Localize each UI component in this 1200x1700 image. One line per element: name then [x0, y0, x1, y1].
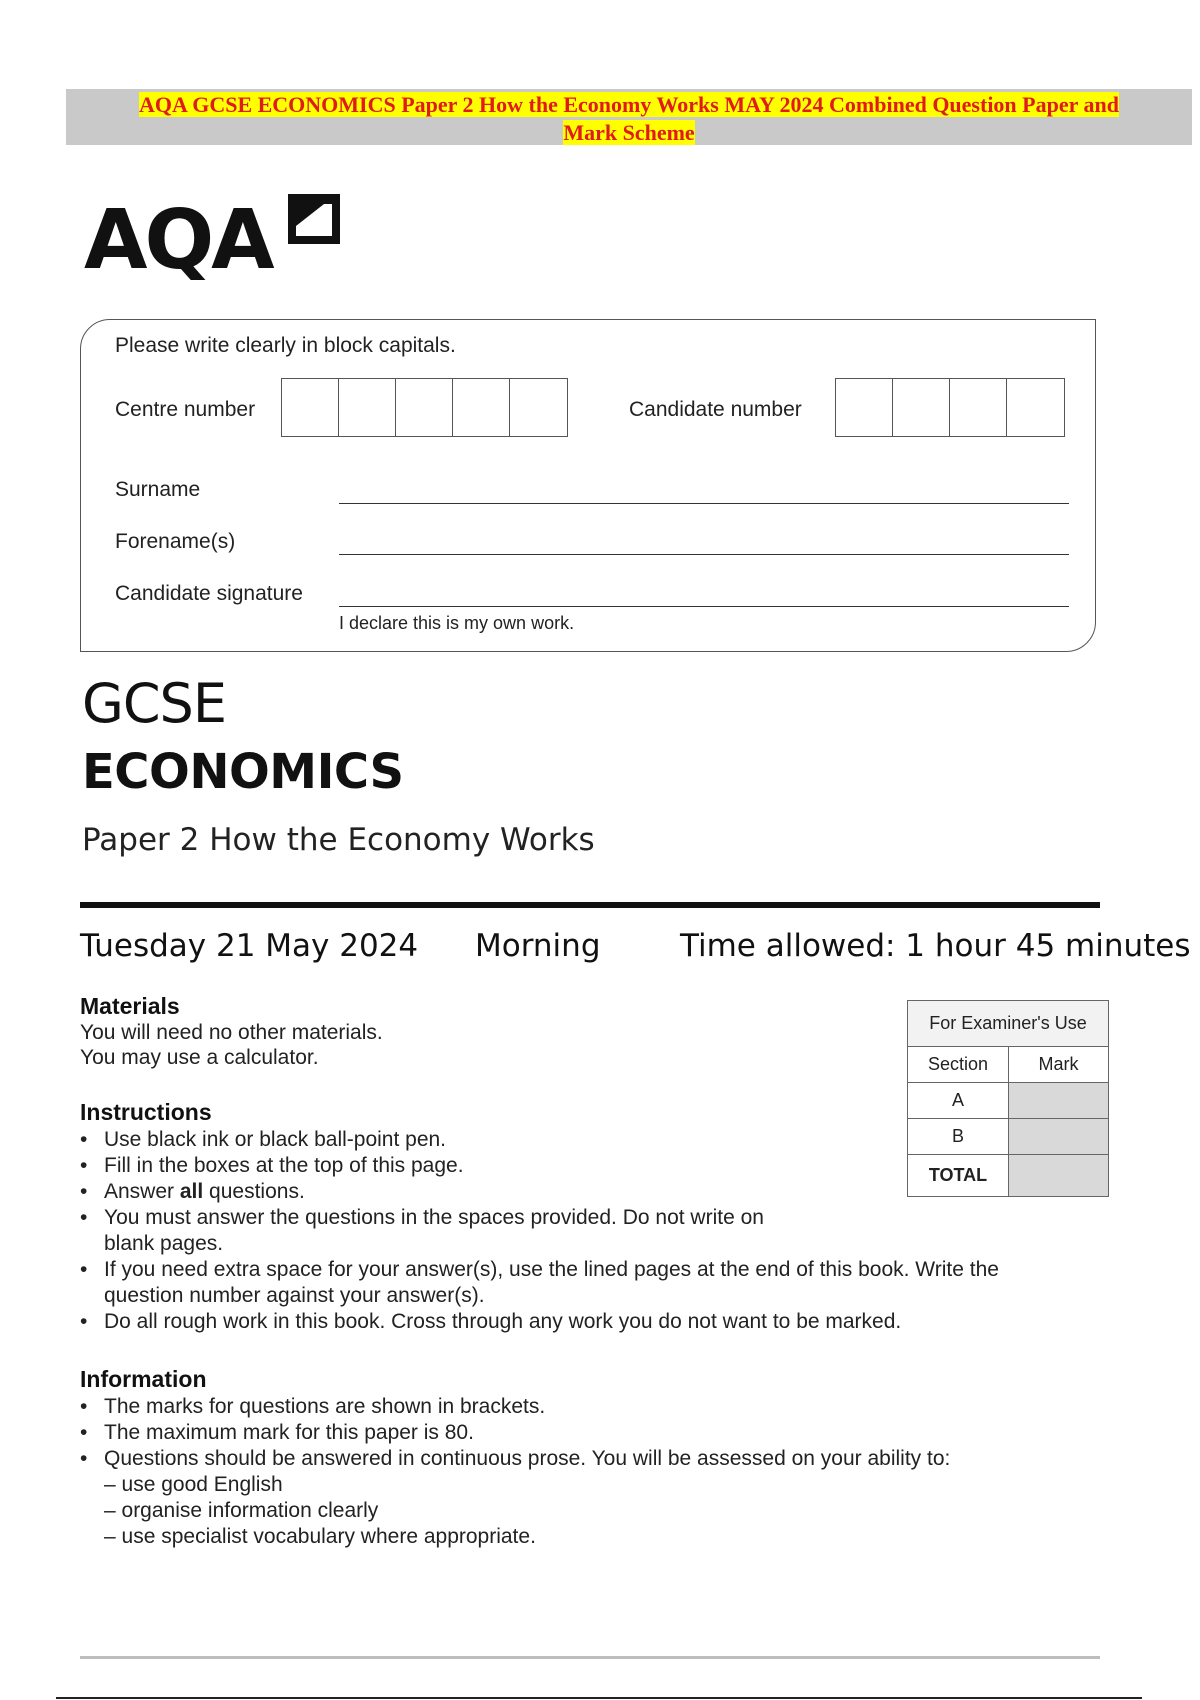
centre-number-box[interactable] [282, 379, 339, 436]
time-allowed: Time allowed: 1 hour 45 minutes [680, 928, 1191, 964]
list-sub-item: – use good English [104, 1473, 283, 1496]
candidate-details-box [80, 319, 1096, 652]
exam-date: Tuesday 21 May 2024 [80, 928, 419, 964]
instructions-heading: Instructions [80, 1099, 212, 1125]
forename-field[interactable] [339, 554, 1069, 555]
subject-title: ECONOMICS [82, 744, 404, 800]
document-banner [66, 89, 1192, 145]
declaration-text: I declare this is my own work. [339, 613, 575, 633]
list-item: • The maximum mark for this paper is 80. [80, 1420, 1080, 1446]
examiner-table-header: For Examiner's Use [908, 1001, 1109, 1047]
section-column-header: Section [908, 1047, 1009, 1083]
list-item: • Fill in the boxes at the top of this page. [80, 1153, 1080, 1179]
candidate-number-box[interactable] [893, 379, 950, 436]
block-capitals-instruction: Please write clearly in block capitals. [115, 334, 456, 357]
information-heading: Information [80, 1366, 207, 1392]
list-item: • Do all rough work in this book. Cross through any work you do not want to be marked. [80, 1309, 1080, 1335]
list-item-text: If you need extra space for your answer(s), use the lined pages at the end of this book. Write the [104, 1258, 999, 1281]
candidate-number-box[interactable] [836, 379, 893, 436]
section-b-mark-cell [1009, 1119, 1109, 1155]
banner-line-1: AQA GCSE ECONOMICS Paper 2 How the Economy Works MAY 2024 Combined Question Paper and [139, 92, 1119, 117]
exam-session: Morning [475, 928, 601, 964]
surname-label: Surname [115, 478, 201, 501]
materials-line: You will need no other materials. [80, 1021, 383, 1044]
total-mark-cell [1009, 1155, 1109, 1197]
centre-number-box[interactable] [339, 379, 396, 436]
list-item [80, 1257, 1080, 1309]
section-a-cell: A [908, 1083, 1009, 1119]
centre-number-box[interactable] [396, 379, 453, 436]
answer-tail: questions. [203, 1180, 305, 1203]
candidate-number-label: Candidate number [629, 398, 802, 421]
candidate-number-box[interactable] [1007, 379, 1064, 436]
list-item-text: You must answer the questions in the spaces provided. Do not write on [104, 1206, 764, 1229]
title-divider [80, 902, 1100, 908]
qualification-title: GCSE [82, 672, 226, 735]
list-item-text: blank pages. [104, 1232, 224, 1255]
list-item [80, 1205, 1080, 1257]
mark-column-header: Mark [1009, 1047, 1109, 1083]
section-b-cell: B [908, 1119, 1009, 1155]
centre-number-box[interactable] [453, 379, 510, 436]
list-sub-item: – use specialist vocabulary where appropriate. [104, 1525, 536, 1548]
paper-title: Paper 2 How the Economy Works [82, 822, 595, 858]
centre-number-boxes[interactable] [281, 378, 568, 437]
answer-text: Answer [104, 1180, 180, 1203]
examiner-use-table [907, 1000, 1109, 1197]
signature-field[interactable] [339, 606, 1069, 607]
surname-field[interactable] [339, 503, 1069, 504]
candidate-number-box[interactable] [950, 379, 1007, 436]
aqa-logo-text: AQA [84, 193, 272, 288]
signature-label: Candidate signature [115, 582, 303, 605]
banner-line-2: Mark Scheme [563, 120, 695, 145]
list-item: • Use black ink or black ball-point pen. [80, 1127, 1080, 1153]
total-label-cell: TOTAL [908, 1155, 1009, 1197]
list-item: • Questions should be answered in continuous prose. You will be assessed on your ability to: [80, 1446, 1080, 1472]
information-list [80, 1394, 1080, 1550]
section-a-mark-cell [1009, 1083, 1109, 1119]
list-sub-item: – organise information clearly [104, 1499, 379, 1522]
candidate-number-boxes[interactable] [835, 378, 1065, 437]
aqa-logo-mark-icon [284, 190, 344, 248]
list-item-text: question number against your answer(s). [104, 1284, 485, 1307]
answer-bold: all [179, 1180, 204, 1203]
page-bottom-rule [56, 1697, 1142, 1699]
materials-line: You may use a calculator. [80, 1046, 319, 1069]
centre-number-label: Centre number [115, 398, 256, 421]
forename-label: Forename(s) [115, 530, 236, 553]
list-item: • The marks for questions are shown in brackets. [80, 1394, 1080, 1420]
materials-heading: Materials [80, 993, 180, 1019]
centre-number-box[interactable] [510, 379, 567, 436]
footer-divider [80, 1656, 1100, 1659]
